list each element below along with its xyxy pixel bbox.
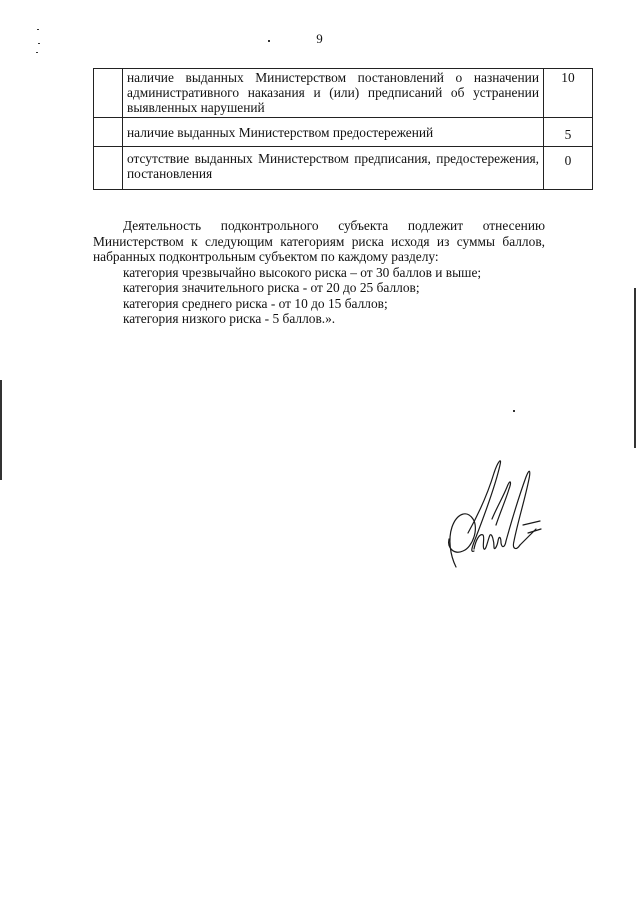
- scan-mark: [634, 288, 636, 448]
- scan-mark: [0, 380, 2, 480]
- criterion-score: 10: [544, 69, 593, 118]
- scan-mark: [513, 410, 515, 412]
- signature: [428, 455, 548, 575]
- scan-mark: [36, 52, 38, 53]
- page-number: 9: [316, 31, 323, 46]
- table-cell: [94, 118, 123, 147]
- scan-mark: [37, 29, 39, 30]
- scan-mark: [268, 40, 270, 42]
- criterion-score: 0: [544, 147, 593, 190]
- criterion-text: наличие выданных Министерством постановлений о назначении административного наказания и (или) предписаний об устранении выявленных нарушений: [123, 69, 544, 118]
- risk-category-line: категория чрезвычайно высокого риска – от 30 баллов и выше;: [123, 264, 482, 280]
- risk-category-line: категория низкого риска - 5 баллов.».: [123, 311, 336, 326]
- risk-category-line: категория значительного риска - от 20 до 25 баллов;: [123, 280, 420, 295]
- intro-paragraph: Деятельность подконтрольного субъекта подлежит отнесению Министерством к следующим категориям риска исходя из суммы баллов, набранных подконтрольным субъектом по каждому разделу:: [93, 218, 545, 264]
- table-row: [94, 147, 593, 190]
- table-row: [94, 69, 593, 118]
- table-row: [94, 118, 593, 147]
- risk-categories-text: [93, 218, 545, 327]
- criteria-table: [93, 68, 593, 190]
- risk-category-line: категория среднего риска - от 10 до 15 баллов;: [123, 295, 388, 311]
- criterion-score: 5: [544, 118, 593, 147]
- criterion-text: наличие выданных Министерством предостережений: [123, 118, 544, 147]
- table-cell: [94, 69, 123, 118]
- criterion-text: отсутствие выданных Министерством предписания, предостережения, постановления: [123, 147, 544, 190]
- table-cell: [94, 147, 123, 190]
- scan-mark: [38, 43, 40, 44]
